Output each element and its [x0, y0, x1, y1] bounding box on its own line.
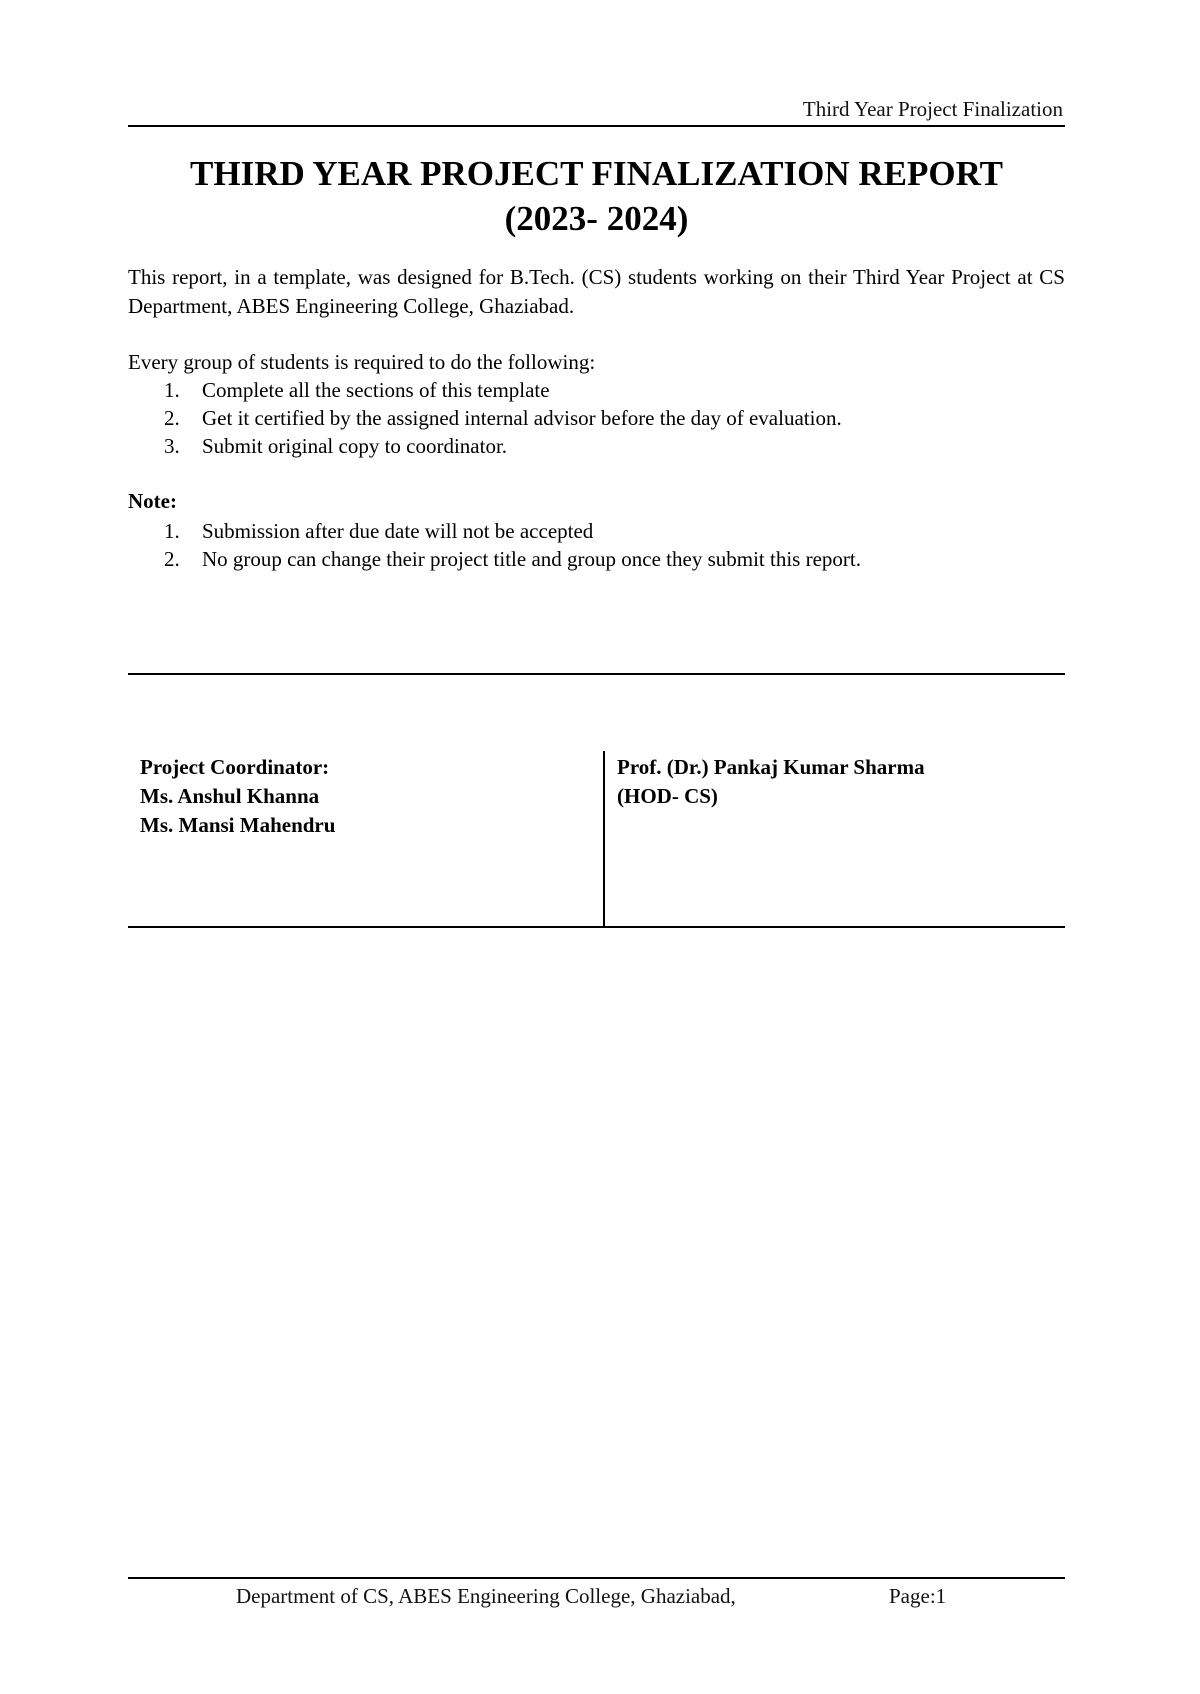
- signature-column-divider: [603, 751, 605, 927]
- list-number: 1.: [164, 519, 180, 543]
- list-text: No group can change their project title and group once they submit this report.: [202, 547, 861, 571]
- list-number: 3.: [164, 434, 180, 458]
- header-rule: [128, 125, 1065, 127]
- requirements-heading: Every group of students is required to do the following:: [128, 350, 596, 374]
- list-number: 1.: [164, 378, 180, 402]
- coordinator-name: Ms. Mansi Mahendru: [140, 813, 336, 837]
- hod-role: (HOD- CS): [617, 784, 718, 808]
- list-item: [128, 376, 842, 404]
- list-item: [128, 432, 842, 460]
- footer-department: Department of CS, ABES Engineering College, Ghaziabad,: [236, 1584, 736, 1608]
- note-label: Note:: [128, 489, 177, 513]
- coordinator-label: Project Coordinator:: [140, 755, 330, 779]
- list-number: 2.: [164, 406, 180, 430]
- list-text: Submit original copy to coordinator.: [202, 434, 508, 458]
- report-title-line: THIRD YEAR PROJECT FINALIZATION REPORT: [190, 154, 1003, 193]
- list-text: Complete all the sections of this template: [202, 378, 550, 402]
- page-number: Page:1: [889, 1584, 947, 1608]
- footer-rule: [128, 1577, 1065, 1579]
- list-item: [128, 404, 842, 432]
- list-item: [128, 545, 861, 573]
- running-header: Third Year Project Finalization: [802, 97, 1063, 121]
- list-text: Get it certified by the assigned internal advisor before the day of evaluation.: [202, 406, 842, 430]
- section-divider: [128, 673, 1065, 675]
- list-item: [128, 517, 861, 545]
- report-year: (2023- 2024): [504, 199, 689, 238]
- hod-name: Prof. (Dr.) Pankaj Kumar Sharma: [617, 755, 925, 779]
- list-number: 2.: [164, 547, 180, 571]
- intro-paragraph: This report, in a template, was designed for B.Tech. (CS) students working on their Third Year Project at CS Department, ABES Engineering College, Ghaziabad.: [128, 265, 1065, 318]
- signature-bottom-rule: [128, 926, 1065, 928]
- notes-list: [128, 517, 861, 573]
- report-title: [128, 151, 1065, 241]
- list-text: Submission after due date will not be accepted: [202, 519, 594, 543]
- requirements-list: [128, 376, 842, 460]
- coordinator-signature-block: [140, 753, 335, 840]
- coordinator-name: Ms. Anshul Khanna: [140, 784, 320, 808]
- hod-signature-block: [617, 753, 925, 811]
